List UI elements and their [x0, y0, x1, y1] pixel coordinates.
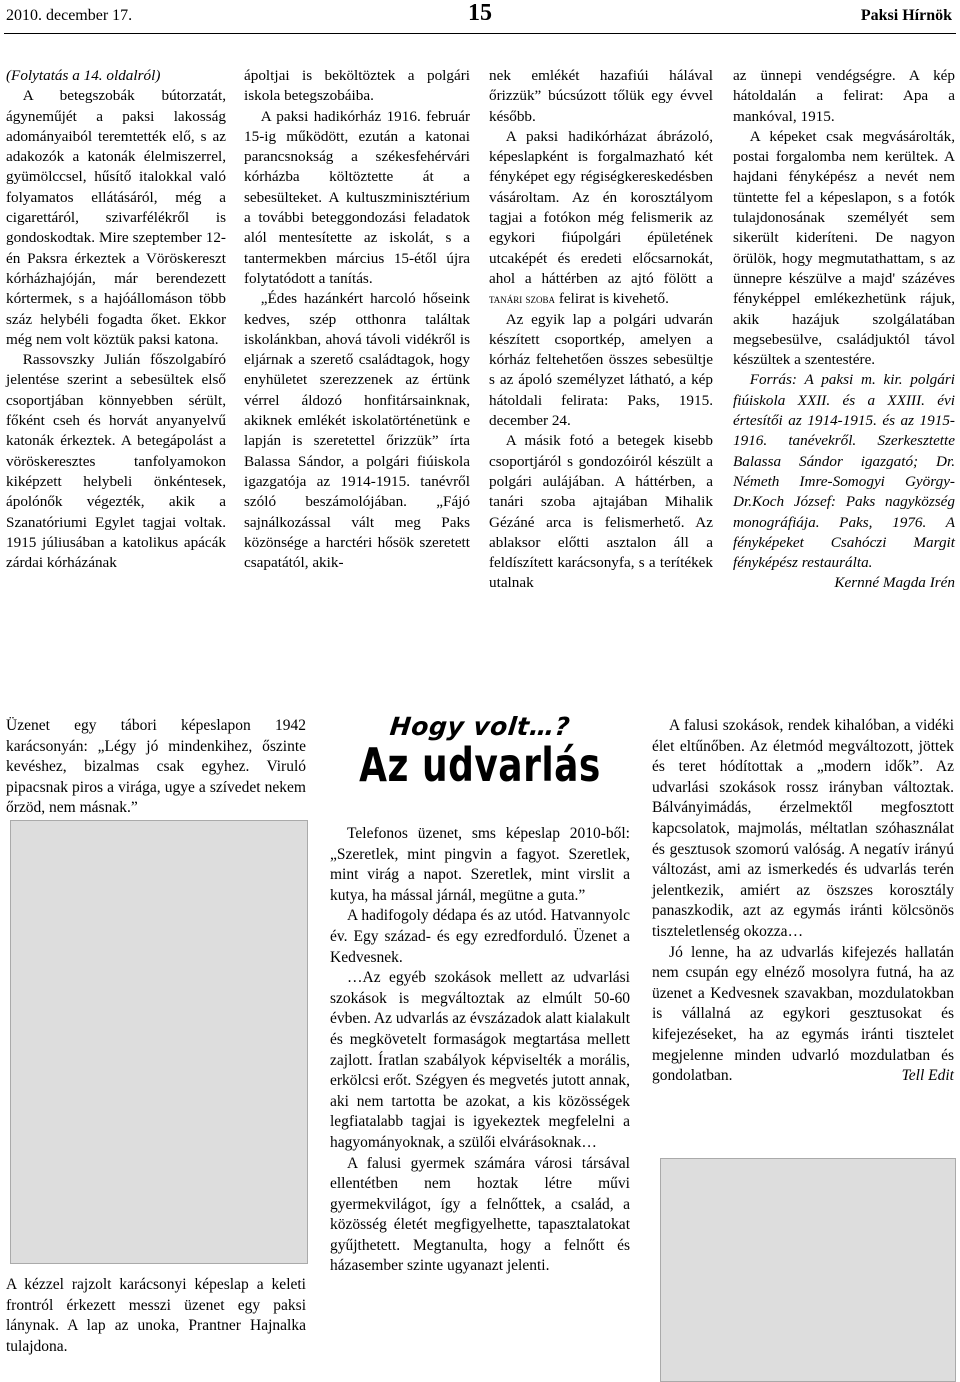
- author: Tell Edit: [901, 1067, 954, 1085]
- paragraph: [489, 127, 713, 310]
- paragraph: nek emlékét hazafiúi hálával őrizzük” búcsúzott tőlük egy évvel később.: [489, 67, 713, 125]
- small-caps-text: tanári szoba: [489, 291, 556, 307]
- page-header: [0, 0, 960, 38]
- paragraph: …Az egyéb szokások mellett az udvarlási szokások is megváltoztak az elmúlt 50-60 évben. Az udvarlás az évszázadok alatt kialakult és megkövetelt formaságok megtartása mellett zajlott. Íratlan szabályok képviselték a morális, erkölcsi erőt. Szégyen és megvetés jutott annak, aki nem tartotta be azokat, a kis közösségek legfiatalabb tagjai is igyekeztek megfelelni a hagyományoknak, a szülői elvárásoknak…: [330, 969, 630, 1151]
- paragraph: A paksi hadikórház 1916. február 15-ig működött, ezután a katonai parancsnokság a székesfehérvári kórházba költöztette át a sebesülteket. A kultuszminisztérium a további beteggondozási feladatok alól mentesítette az iskolát, s a tantermekben március 15-étől újra folytatódott a tanítás.: [244, 107, 470, 287]
- continuation-note: (Folytatás a 14. oldalról): [6, 67, 161, 84]
- article1-column-1: [6, 66, 226, 573]
- sources: Forrás: A paksi m. kir. polgári fiúiskola XXII. és a XXIII. évi értesítői az 1914-1915. és az 1915-1916. tanévekről. Szerkesztette Balassa Sándor igazgató; Dr. Németh Imre-Somogyi György-Dr.Koch József: Paks nagyközség monográfiája. Paks, 1976. A fényképeket Csahóczi Margit fényképész restaurálta.: [733, 371, 955, 572]
- newspaper-name: Paksi Hírnök: [860, 7, 952, 24]
- paragraph: A falusi gyermek számára városi társával ellentétben nem hoztak létre művi gyermekvilágot, így a felnőttek, a család, a közösség életét megfigyelhette, tapasztalatokat gyűjthetett. Megtanulta, hogy a felnőtt és házasember szinte ugyanazt jelenti.: [330, 1154, 630, 1275]
- paragraph: [652, 943, 954, 1087]
- hand-drawn-christmas-postcard-photo: [10, 820, 308, 1264]
- paragraph-text: felirat is kivehető.: [555, 290, 669, 308]
- paragraph: A betegszobák bútorzatát, ágyneműjét a paksi lakosság adományaiból teremtették elő, s az adakozók a katonák élelmiszerrel, gyümölccsel, hűsítő italokkal való folyamatos ellátásáról, még a cigarettáról, szivarfélékről is gondoskodtak. Mire szeptember 12-én Paksra érkeztek a Vöröskereszt kórházhajóján, már berendezett kórtermek, s a hajóállomáson több száz helybéli fogadta őket. Ekkor még nem volt köztük paksi katona.: [6, 87, 226, 348]
- issue-date: 2010. december 17.: [6, 7, 133, 24]
- author: Kernné Magda Irén: [834, 574, 955, 592]
- article-title: Az udvarlás: [359, 739, 601, 793]
- article2-title-block: [330, 712, 630, 793]
- article-kicker: Hogy volt…?: [388, 712, 572, 741]
- article2-intro: [6, 716, 306, 819]
- article1-column-4: [733, 66, 955, 594]
- postcard-message: Üzenet egy tábori képeslapon 1942 karácsonyán: „Légy jó mindenkihez, őszinte kevéshez, bizalmas csak egyhez. Viruló pipacsnak piros a virága, ugye a szívedet nekem őrzöd, nem másnak.”: [6, 717, 306, 816]
- paragraph-text: Jó lenne, ha az udvarlás kifejezés hallatán nem csupán egy elnéző mosolyra futná, ha az üzenet a Kedvesnek szavakban, mozdulatokban is vállalná az egykori gesztusokat és kifejezéseket, ha az egymás iránti tisztelet megjelenne minden udvarló mozdulatban és gondolatban.: [652, 943, 954, 1085]
- paragraph: Az egyik lap a polgári udvarán készített csoportkép, amelyen a kórház feltehetően összes sebesültje s az ápoló személyzet látható, a kép hátoldali felirata: Paks, 1915. december 24.: [489, 310, 713, 430]
- paragraph: Rassovszky Julián főszolgabíró jelentése szerint a sebesültek első csoportjában könnyebben sérült, főként cseh és horvát anyanyelvű katonák érkeztek. A betegápolást a vöröskeresztes tanfolyamokon kiképzett helybeli önkéntesek, ápolónők végezték, akik a Szanatóriumi Egylet tagjai voltak. 1915 júliusában a katolikus apácák zárdai kórházának: [6, 351, 226, 572]
- header-rule: [4, 33, 956, 34]
- photo-caption: A kézzel rajzolt karácsonyi képeslap a keleti frontról érkezett messzi üzenet egy paksi lánynak. A lap az unoka, Prantner Hajnalka tulajdona.: [6, 1276, 306, 1355]
- paragraph: „Édes hazánkért harcoló hőseink kedves, szép otthonra találtak iskolánkban, ahová távoli vidékről is eljárnak a szerető családtagok, hogy enyhületet szerezzenek az értünk vérrel áldozó honfitársainknak, akiknek emlékét iskolatörténetünk e lapján is szeretettel őrizzük” írta Balassa Sándor, a polgári fiúiskola igazgatója az 1914-1915. tanévről szóló beszámolójában. „Fájó sajnálkozással vált meg Paks közönsége a harctéri hősök szeretett csapatától, akik-: [244, 290, 470, 572]
- paragraph: Telefonos üzenet, sms képeslap 2010-ből: „Szeretlek, mint pingvin a fagyot. Szeretlek, mint virág a napot. Szeretlek, mint virslit a kutya, ha mással járnál, megütne a guta.”: [330, 825, 630, 904]
- paragraph: A hadifogoly dédapa és az utód. Hatvannyolc év. Egy század- és egy ezredforduló. Üzenet a Kedvesnek.: [330, 907, 630, 966]
- article1-column-3: [489, 66, 713, 594]
- article1-column-2: [244, 66, 470, 573]
- page-number: 15: [468, 0, 492, 26]
- paragraph: A képeket csak megvásárolták, postai forgalomba nem kerültek. A hajdani fényképész a nevét nem tüntette fel a képeslapon, s a fotók tulajdonosának személyét sem sikerült kideríteni. De nagyon örülök, hogy megmutathattam, s az ünnepre készülve a majd' százéves fényképpel emlékezhetünk rájuk, akik hazájuk szolgálatában megsebesülve, családjuktól távol készültek a szentestére.: [733, 127, 955, 369]
- article2-column-right: [652, 716, 954, 1087]
- paragraph: A falusi szokások, rendek kihalóban, a vidéki élet eltűnőben. Az életmód megváltozott, jöttek és teret hódítottak a „modern idők”. Az udvarlási szokások rossz irányban változtak. Bálványimádás, érzelmektől megfosztott kapcsolatok, majmolás, méltatlan szóhasználat és gesztusok szomorú valóság. A negatív irányú változást, ami az ismerkedés és udvarlás terén jelentkezik, amiért az öszszes korosztály panaszkodik, azt az egymás iránti kölcsönös tiszteletlenség okozza…: [652, 717, 954, 940]
- paragraph: az ünnepi vendégségre. A kép hátoldalán a felirat: Apa a mankóval, 1915.: [733, 67, 955, 125]
- field-postcard-photo: [660, 1158, 956, 1382]
- paragraph-text: A paksi hadikórházat ábrázoló, képeslapként is forgalmazható két fényképet egy régiségkereskedésben vásároltam. Az én korosztályom tagjai a fotókon még felismerik az egykori fiúpolgári épületének utcaképét és eredeti előcsarnokát, ahol a háttérben az ajtó fölött a: [489, 127, 713, 287]
- paragraph: A másik fotó a betegek kisebb csoportjáról s gondozóiról készült a polgári aulájában. A háttérben, a tanári szoba ajtajában Mihalik Gézáné arca is felismerhető. Az ablaksor előtti asztalon áll a feldíszített karácsonyfa, s a terítékek utalnak: [489, 432, 713, 592]
- paragraph: ápoltjai is beköltöztek a polgári iskola betegszobáiba.: [244, 67, 470, 105]
- article2-column-middle: [330, 824, 630, 1277]
